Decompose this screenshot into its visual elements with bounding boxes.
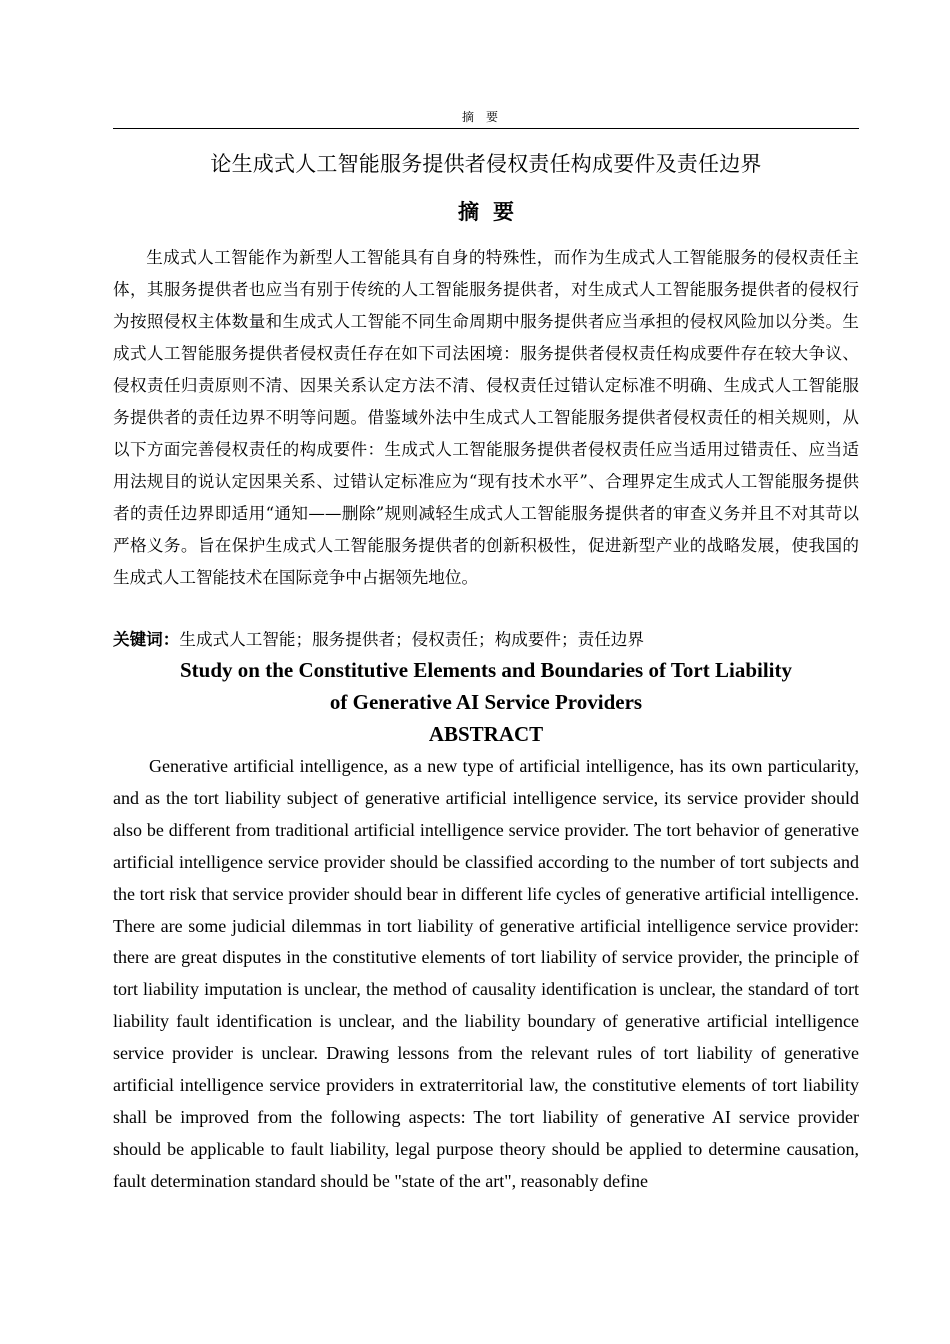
english-abstract-body: Generative artificial intelligence, as a new type of artificial intelligence, has its own particularity, and as the tort liability subject of generative artificial intelligence service, its service provider should also be different from traditional artificial intelligence service provider. The tort behavior of generative artificial intelligence service provider should be classified according to the number of tort subjects and the tort risk that service provider should bear in different life cycles of generative artificial intelligence. There are some judicial dilemmas in tort liability of generative artificial intelligence service provider: there are great disputes in the constitutive elements of tort liability of service provider, the principle of tort liability imputation is unclear, the method of causality identification is unclear, the standard of tort liability fault identification is unclear, and the liability boundary of generative artificial intelligence service provider is unclear. Drawing lessons from the relevant rules of tort liability of generative artificial intelligence service providers in extraterritorial law, the constitutive elements of tort liability shall be improved from the following aspects: The tort liability of generative AI service provider should be applicable to fault liability, legal purpose theory should be applied to determine causation, fault determination standard should be "state of the art", reasonably define bbox=[113, 756, 859, 1191]
chinese-title: 论生成式人工智能服务提供者侵权责任构成要件及责任边界 bbox=[210, 152, 762, 176]
english-title-line-2: of Generative AI Service Providers bbox=[329, 690, 643, 714]
running-header: 摘要 bbox=[461, 110, 510, 124]
header-rule bbox=[113, 128, 859, 129]
keywords-label: 关键词： bbox=[113, 630, 180, 649]
english-abstract-heading: ABSTRACT bbox=[428, 722, 544, 746]
keywords-list: 生成式人工智能；服务提供者；侵权责任；构成要件；责任边界 bbox=[179, 630, 644, 649]
chinese-abstract-body: 生成式人工智能作为新型人工智能具有自身的特殊性，而作为生成式人工智能服务的侵权责任主体，其服务提供者也应当有别于传统的人工智能服务提供者，对生成式人工智能服务提供者的侵权行为按照侵权主体数量和生成式人工智能不同生命周期中服务提供者应当承担的侵权风险加以分类。生成式人工智能服务提供者侵权责任存在如下司法困境：服务提供者侵权责任构成要件存在较大争议、侵权责任归责原则不清、因果关系认定方法不清、侵权责任过错认定标准不明确、生成式人工智能服务提供者的责任边界不明等问题。借鉴域外法中生成式人工智能服务提供者侵权责任的相关规则，从以下方面完善侵权责任的构成要件：生成式人工智能服务提供者侵权责任应当适用过错责任、应当适用法规目的说认定因果关系、过错认定标准应为“现有技术水平”、合理界定生成式人工智能服务提供者的责任边界即适用“通知——删除”规则减轻生成式人工智能服务提供者的审查义务并且不对其苛以严格义务。旨在保护生成式人工智能服务提供者的创新积极性，促进新型产业的战略发展，使我国的生成式人工智能技术在国际竞争中占据领先地位。 bbox=[113, 248, 859, 587]
chinese-abstract-heading: 摘要 bbox=[458, 200, 528, 224]
english-title bbox=[113, 654, 859, 718]
english-title-line-1: Study on the Constitutive Elements and Boundaries of Tort Liability bbox=[179, 658, 792, 682]
chinese-keywords bbox=[113, 624, 859, 656]
